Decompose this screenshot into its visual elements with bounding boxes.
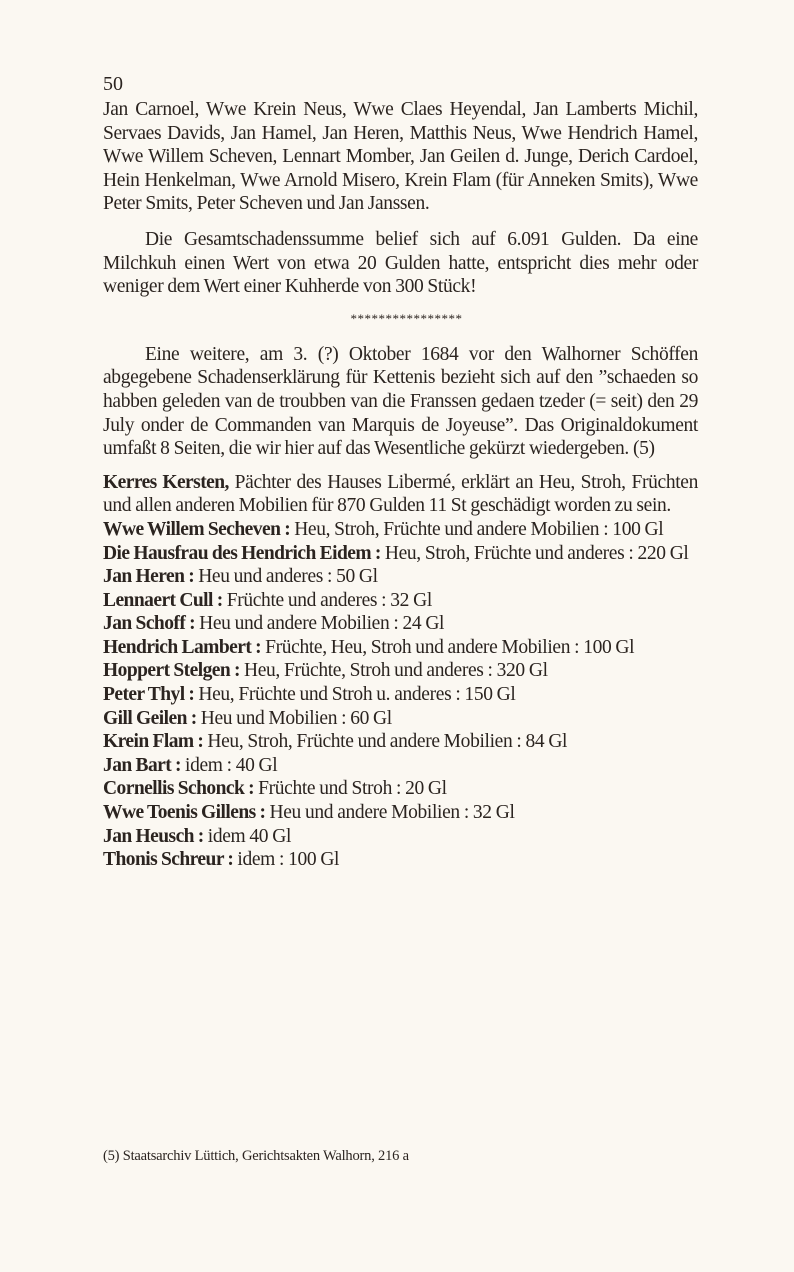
section-separator: **************** — [350, 310, 463, 326]
entry-name: Jan Bart : — [103, 754, 181, 776]
damage-entry — [103, 636, 698, 660]
entry-text: Heu und andere Mobilien : 24 Gl — [195, 613, 445, 635]
entry-text: Heu, Stroh, Früchte und andere Mobilien : 100 Gl — [290, 518, 664, 540]
entry-name: Wwe Willem Secheven : — [103, 518, 291, 540]
paragraph-gap — [103, 216, 698, 228]
damage-entry — [103, 777, 698, 801]
total-damage-paragraph: Die Gesamtschadenssumme belief sich auf 6.091 Gulden. Da eine Milchkuh einen Wert von etwa 20 Gulden hatte, entspricht dies mehr oder weniger dem Wert einer Kuhherde von 300 Stück! — [103, 228, 698, 298]
damage-entry — [103, 801, 698, 825]
entry-name: Wwe Toenis Gillens : — [103, 802, 266, 824]
damage-entry — [103, 471, 698, 518]
damage-entry — [103, 825, 698, 849]
entry-name: Hoppert Stelgen : — [103, 660, 240, 682]
damage-entry — [103, 659, 698, 683]
damage-entry — [103, 848, 698, 872]
entry-name: Gill Geilen : — [103, 707, 197, 729]
damage-entry — [103, 589, 698, 613]
entry-name: Thonis Schreur : — [103, 849, 234, 871]
entry-name: Lennaert Cull : — [103, 589, 223, 611]
damage-entry — [103, 707, 698, 731]
damage-entry — [103, 565, 698, 589]
damage-entry — [103, 730, 698, 754]
entry-name: Hendrich Lambert : — [103, 636, 262, 658]
damage-entries-list — [103, 471, 698, 872]
entry-text: Früchte und Stroh : 20 Gl — [254, 778, 447, 800]
damage-entry — [103, 612, 698, 636]
entry-text: Heu, Früchte, Stroh und anderes : 320 Gl — [239, 660, 548, 682]
entry-text: Pächter des Hauses Libermé, erklärt an Heu, Stroh, Früchten und allen anderen Mobilien für 870 Gulden 11 St geschädigt worden zu sein. — [103, 471, 698, 517]
entry-text: Früchte, Heu, Stroh und andere Mobilien : 100 Gl — [261, 636, 635, 658]
page-number: 50 — [103, 73, 123, 95]
entry-text: Heu und anderes : 50 Gl — [194, 566, 378, 588]
entry-text: Heu, Stroh, Früchte und andere Mobilien : 84 Gl — [203, 731, 568, 753]
damage-entry — [103, 683, 698, 707]
damage-entry — [103, 542, 698, 566]
entry-name: Peter Thyl : — [103, 684, 195, 706]
entry-name: Jan Heusch : — [103, 825, 204, 847]
entry-text: idem : 100 Gl — [233, 849, 340, 871]
entry-name: Die Hausfrau des Hendrich Eidem : — [103, 542, 381, 564]
entry-name: Krein Flam : — [103, 731, 204, 753]
entry-name: Cornellis Schonck : — [103, 778, 255, 800]
entry-text: Früchte und anderes : 32 Gl — [222, 589, 432, 611]
entry-text: Heu, Stroh, Früchte und anderes : 220 Gl — [380, 542, 689, 564]
damage-entry — [103, 518, 698, 542]
entry-name: Kerres Kersten, — [103, 471, 229, 493]
entry-text: idem 40 Gl — [203, 825, 292, 847]
names-list-paragraph: Jan Carnoel, Wwe Krein Neus, Wwe Claes Heyendal, Jan Lamberts Michil, Servaes Davids, Jan Hamel, Jan Heren, Matthis Neus, Wwe Hendrich Hamel, Wwe Willem Scheven, Lennart Momber, Jan Geilen d. Junge, Derich Cardoel, Hein Henkelman, Wwe Arnold Misero, Krein Flam (für Anneken Smits), Wwe Peter Smits, Peter Scheven und Jan Janssen. — [103, 99, 698, 215]
declaration-paragraph: Eine weitere, am 3. (?) Oktober 1684 vor den Walhorner Schöffen abgegebene Schadenserklärung für Kettenis bezieht sich auf den ”schaeden so habben geleden van de troubben van die Franssen gedaen tzeder (= seit) den 29 July onder de Commanden van Marquis de Joyeuse”. Das Originaldokument umfaßt 8 Seiten, die wir hier auf das Wesentliche gekürzt wiedergeben. (5) — [103, 343, 698, 460]
entry-text: Heu und andere Mobilien : 32 Gl — [265, 802, 515, 824]
entry-name: Jan Schoff : — [103, 613, 196, 635]
entry-text: Heu, Früchte und Stroh u. anderes : 150 Gl — [194, 684, 516, 706]
entry-text: idem : 40 Gl — [181, 754, 278, 776]
paragraph-gap — [103, 461, 698, 471]
entry-name: Jan Heren : — [103, 566, 195, 588]
damage-entry — [103, 754, 698, 778]
entry-text: Heu und Mobilien : 60 Gl — [196, 707, 392, 729]
page-body — [103, 72, 698, 872]
footnote: (5) Staatsarchiv Lüttich, Gerichtsakten Walhorn, 216 a — [103, 1148, 409, 1164]
